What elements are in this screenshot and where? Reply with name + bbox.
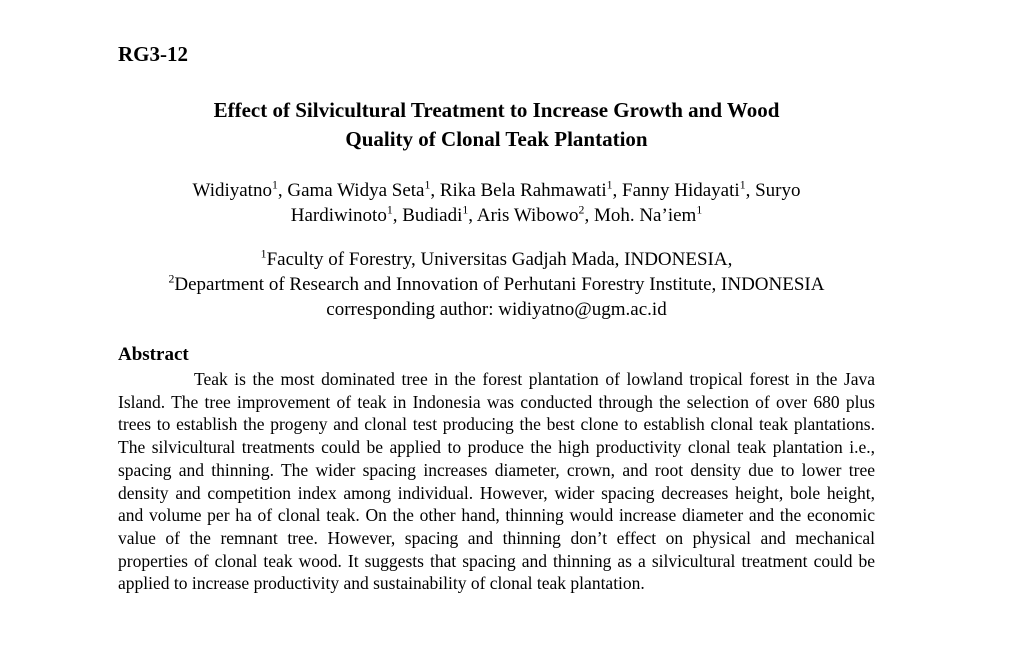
author-name: Aris Wibowo xyxy=(476,205,579,226)
author xyxy=(477,205,585,226)
author xyxy=(622,180,746,201)
affiliation-block xyxy=(118,247,875,322)
author-name: Widiyatno xyxy=(192,180,272,201)
author-line-2: Hardiwinoto$^1$, Budiadi$^1$, Aris Wibowo$^2$, Moh. Na’iem$^1$ xyxy=(290,203,703,226)
corresponding-author: corresponding author: widiyatno@ugm.ac.id xyxy=(326,299,667,320)
author-name: Rika Bela Rahmawati xyxy=(439,180,607,201)
author-affiliation-mark: 1 xyxy=(462,203,469,217)
abstract-text: Teak is the most dominated tree in the forest plantation of lowland tropical forest in the Java Island. The tree improvement of teak in Indonesia was conducted through the selection of over 680 plus trees to establish the progeny and clonal test producing the best clone to establish clonal teak plantations. The silvicultural treatments could be applied to produce the high productivity clonal teak plantation i.e., spacing and thinning. The wider spacing increases diameter, crown, and root density due to lower tree density and competition index among individual. However, wider spacing decreases height, bole height, and volume per ha of clonal teak. On the other hand, thinning would increase diameter and the economic value of the remnant tree. However, spacing and thinning don’t effect on physical and mechanical properties of clonal teak wood. It suggests that spacing and thinning as a silvicultural treatment could be applied to increase productivity and sustainability of clonal teak plantation. xyxy=(118,369,875,594)
paper-title-line-1: Effect of Silvicultural Treatment to Increase Growth and Wood xyxy=(213,98,780,122)
author-name: Gama Widya Seta xyxy=(287,180,425,201)
author-name-part: Hardiwinoto xyxy=(290,205,387,226)
author-affiliation-mark: 1 xyxy=(739,178,746,192)
author xyxy=(440,180,613,201)
author-affiliation-mark: 1 xyxy=(424,178,431,192)
author-list xyxy=(118,178,875,228)
paper-code: RG3-12 xyxy=(118,42,188,66)
affiliation-text: Department of Research and Innovation of Perhutani Forestry Institute, INDONESIA xyxy=(174,274,825,295)
affiliation-mark: 1 xyxy=(260,247,267,261)
author-affiliation-mark: 1 xyxy=(271,178,278,192)
author xyxy=(291,205,393,226)
author xyxy=(193,180,278,201)
affiliation xyxy=(118,272,875,297)
author-name: Budiadi xyxy=(402,205,463,226)
author-affiliation-mark: 1 xyxy=(386,203,393,217)
author-affiliation-mark: 1 xyxy=(696,203,703,217)
author-name-part: Suryo xyxy=(755,180,801,201)
author xyxy=(402,205,468,226)
affiliation-mark: 2 xyxy=(168,272,175,286)
paper-title xyxy=(118,96,875,154)
author-name: Fanny Hidayati xyxy=(622,180,740,201)
author xyxy=(287,180,430,201)
author-line-1: Widiyatno$^1$, Gama Widya Seta$^1$, Rika Bela Rahmawati$^1$, Fanny Hidayati$^1$, Suryo xyxy=(192,178,801,201)
affiliation xyxy=(118,247,875,272)
abstract-heading: Abstract xyxy=(118,344,189,365)
paper-title-line-2: Quality of Clonal Teak Plantation xyxy=(345,127,648,151)
affiliation-text: Faculty of Forestry, Universitas Gadjah Mada, INDONESIA, xyxy=(266,249,733,270)
author-affiliation-mark: 1 xyxy=(606,178,613,192)
author-name: Moh. Na’iem xyxy=(593,205,697,226)
author-affiliation-mark: 2 xyxy=(578,203,585,217)
author xyxy=(594,205,702,226)
